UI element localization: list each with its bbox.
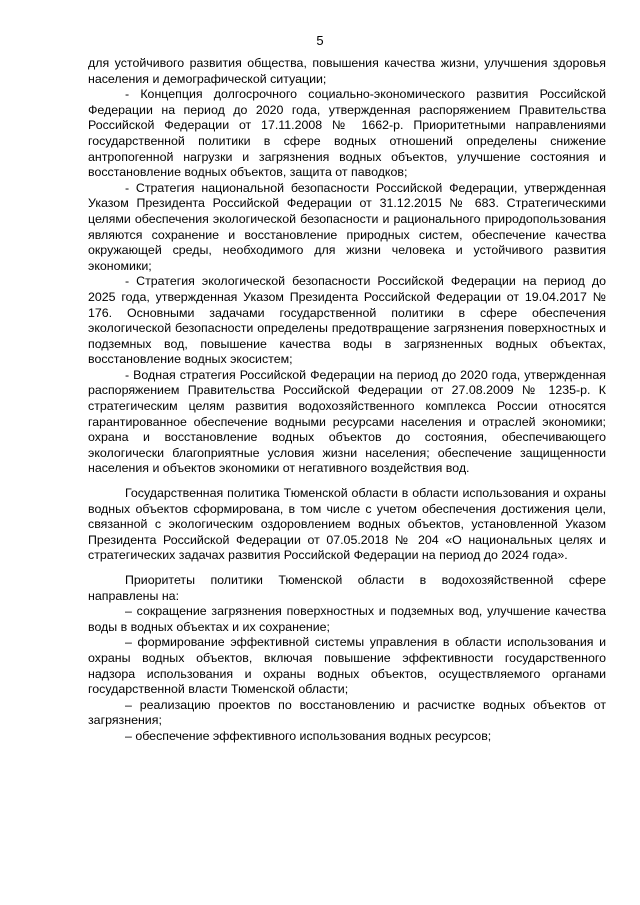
list-item-pollution-reduction: – сокращение загрязнения поверхностных и подземных вод, улучшение качества воды в водных объектах и их сохранение; — [88, 604, 606, 634]
document-body — [88, 56, 606, 745]
paragraph-ecological-security-strategy: - Стратегия экологической безопасности Российской Федерации на период до 2025 года, утвержденная Указом Президента Российской Федерации от 19.04.2017 № 176. Основными задачами государственной политики в сфере обеспечения экологической безопасности определены предотвращение загрязнения поверхностных и подземных вод, повышение качества воды в загрязненных водных объектах, восстановление водных экосистем; — [88, 274, 606, 367]
paragraph-concept-2020: - Концепция долгосрочного социально-экономического развития Российской Федерации на период до 2020 года, утвержденная распоряжением Правительства Российской Федерации от 17.11.2008 № 1662-р. Приоритетными направлениями государственной политики в сфере водных отношений определены снижение антропогенной нагрузки и загрязнения водных объектов, улучшение состояния и восстановление водных объектов, защита от паводков; — [88, 87, 606, 180]
list-item-restoration-projects: – реализацию проектов по восстановлению и расчистке водных объектов от загрязнения; — [88, 697, 606, 728]
paragraph-tyumen-policy: Государственная политика Тюменской области в области использования и охраны водных объектов сформирована, в том числе с учетом обеспечения достижения цели, связанной с экологическим оздоровлением водных объектов, установленной Указом Президента Российской Федерации от 07.05.2018 № 204 «О национальных целях и стратегических задачах развития Российской Федерации на период до 2024 года». — [88, 486, 606, 563]
paragraph-continuation: для устойчивого развития общества, повышения качества жизни, улучшения здоровья населения и демографической ситуации; — [88, 56, 606, 86]
paragraph-water-strategy: - Водная стратегия Российской Федерации на период до 2020 года, утвержденная распоряжением Правительства Российской Федерации от 27.08.2009 № 1235-р. К стратегическим целям развития водохозяйственного комплекса России относятся гарантированное обеспечение водными ресурсами населения и отраслей экономики; охрана и восстановление водных объектов до состояния, обеспечивающего экологически благоприятные условия жизни населения; обеспечение защищенности населения и объектов экономики от негативного воздействия вод. — [88, 367, 606, 476]
paragraph-priorities-intro: Приоритеты политики Тюменской области в водохозяйственной сфере направлены на: — [88, 573, 606, 603]
list-item-efficient-use: – обеспечение эффективного использования водных ресурсов; — [125, 728, 492, 743]
paragraph-national-security-strategy: - Стратегия национальной безопасности Российской Федерации, утвержденная Указом Президента Российской Федерации от 31.12.2015 № 683. Стратегическими целями обеспечения экологической безопасности и рационального природопользования являются сохранение и восстановление природных систем, обеспечение качества окружающей среды, необходимого для жизни человека и устойчивого развития экономики; — [88, 180, 606, 273]
page-number: 5 — [316, 33, 324, 48]
list-item-management-system: – формирование эффективной системы управления в области использования и охраны водных объектов, включая повышение эффективности государственного надзора использования и охраны водных объектов, осуществляемого органами государственной власти Тюменской области; — [88, 635, 606, 697]
